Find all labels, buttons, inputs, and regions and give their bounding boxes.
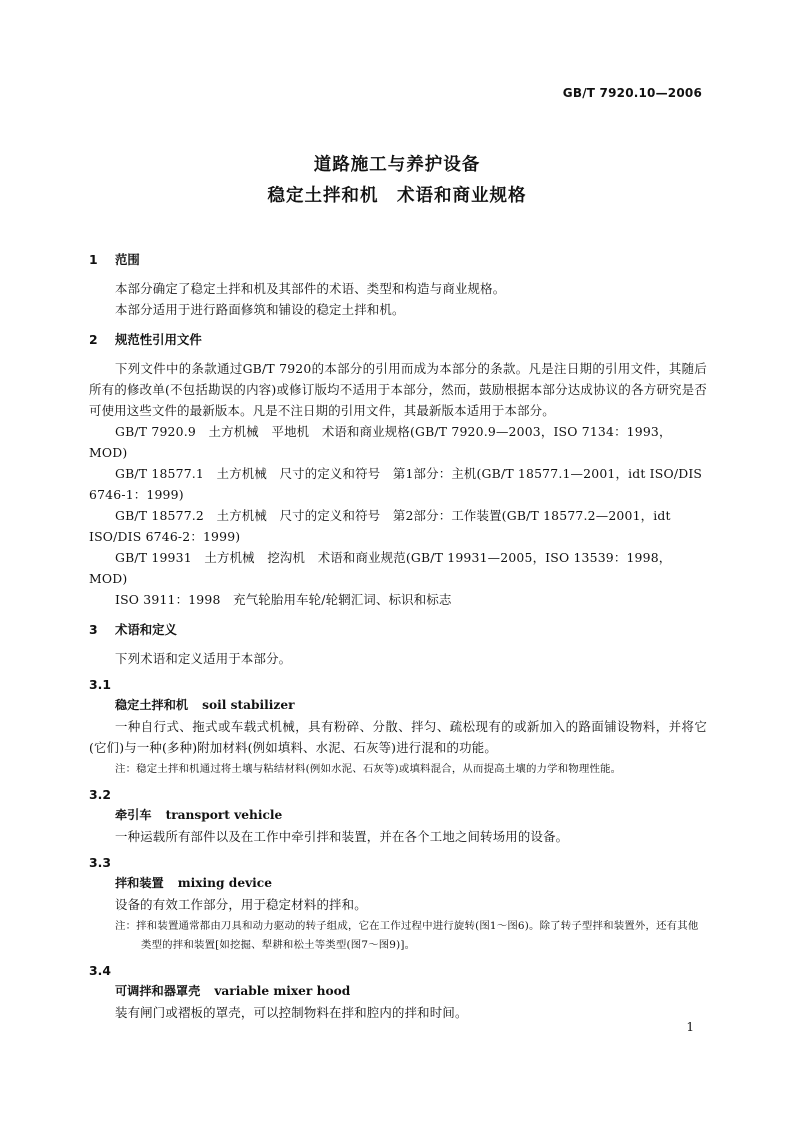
term-number: 3.2 <box>89 787 111 802</box>
term-note: 注：拌和装置通常都由刀具和动力驱动的转子组成，它在工作过程中进行旋转(图1～图6)。除了转子型拌和装置外，还有其他类型的拌和装置[如挖掘、犁耕和松土等类型(图7～图9)]。 <box>115 920 699 951</box>
scope-paragraph-2: 本部分适用于进行路面修筑和铺设的稳定土拌和机。 <box>115 302 405 317</box>
standard-number: GB/T 7920.10—2006 <box>562 86 702 100</box>
references-intro: 下列文件中的条款通过GB/T 7920的本部分的引用而成为本部分的条款。凡是注日期的引用文件，其随后所有的修改单(不包括勘误的内容)或修订版均不适用于本部分，然而，鼓励根据本部分达成协议的各方研究是否可使用这些文件的最新版本。凡是不注日期的引用文件，其最新版本适用于本部分。 <box>89 361 707 418</box>
term-en: soil stabilizer <box>202 698 295 712</box>
term-en: mixing device <box>177 876 272 890</box>
term-zh: 拌和装置 <box>115 876 164 890</box>
section-number: 3 <box>89 622 98 637</box>
term-zh: 牵引车 <box>115 808 152 822</box>
section-title: 范围 <box>115 252 140 267</box>
reference-item: GB/T 18577.2 土方机械 尺寸的定义和符号 第2部分：工作装置(GB/T 18577.2—2001，idt ISO/DIS 6746-2：1999) <box>89 508 671 544</box>
reference-item: GB/T 7920.9 土方机械 平地机 术语和商业规格(GB/T 7920.9—2003，ISO 7134：1993，MOD) <box>89 424 672 460</box>
term-heading <box>89 873 707 894</box>
document-body <box>89 250 707 1023</box>
section-number: 1 <box>89 252 98 267</box>
section-title: 术语和定义 <box>115 622 177 637</box>
reference-item: GB/T 18577.1 土方机械 尺寸的定义和符号 第1部分：主机(GB/T 18577.1—2001，idt ISO/DIS 6746-1：1999) <box>89 466 703 502</box>
term-definition: 装有闸门或褶板的罩壳，可以控制物料在拌和腔内的拌和时间。 <box>115 1005 468 1020</box>
term-definition: 设备的有效工作部分，用于稳定材料的拌和。 <box>115 897 367 912</box>
scope-paragraph-1: 本部分确定了稳定土拌和机及其部件的术语、类型和构造与商业规格。 <box>115 281 506 296</box>
term-heading <box>89 805 707 826</box>
reference-item: GB/T 19931 土方机械 挖沟机 术语和商业规范(GB/T 19931—2005，ISO 13539：1998，MOD) <box>89 550 672 586</box>
section-heading-terms <box>89 620 707 640</box>
section-heading-scope <box>89 250 707 270</box>
term-heading <box>89 981 707 1002</box>
section-title: 规范性引用文件 <box>115 332 202 347</box>
term-zh: 可调拌和器罩壳 <box>115 984 201 998</box>
term-en: variable mixer hood <box>214 984 351 998</box>
term-number: 3.1 <box>89 677 111 692</box>
reference-item: ISO 3911：1998 充气轮胎用车轮/轮辋汇词、标识和标志 <box>115 592 452 607</box>
term-note: 注：稳定土拌和机通过将土壤与粘结材料(例如水泥、石灰等)或填料混合，从而提高土壤的力学和物理性能。 <box>115 763 622 775</box>
term-zh: 稳定土拌和机 <box>115 698 189 712</box>
terms-intro: 下列术语和定义适用于本部分。 <box>115 651 292 666</box>
document-title-line1: 道路施工与养护设备 <box>313 155 481 175</box>
term-heading <box>89 695 707 716</box>
term-definition: 一种运载所有部件以及在工作中牵引拌和装置，并在各个工地之间转场用的设备。 <box>115 829 569 844</box>
section-number: 2 <box>89 332 98 347</box>
term-number: 3.4 <box>89 963 111 978</box>
section-heading-normative-references <box>89 330 707 350</box>
term-number: 3.3 <box>89 855 111 870</box>
term-definition: 一种自行式、拖式或车载式机械，具有粉碎、分散、拌匀、疏松现有的或新加入的路面铺设物料，并将它(它们)与一种(多种)附加材料(例如填料、水泥、石灰等)进行混和的功能。 <box>89 719 707 755</box>
term-en: transport vehicle <box>165 808 283 822</box>
page-number: 1 <box>686 1020 694 1034</box>
document-title-line2: 稳定土拌和机 术语和商业规格 <box>267 186 527 206</box>
